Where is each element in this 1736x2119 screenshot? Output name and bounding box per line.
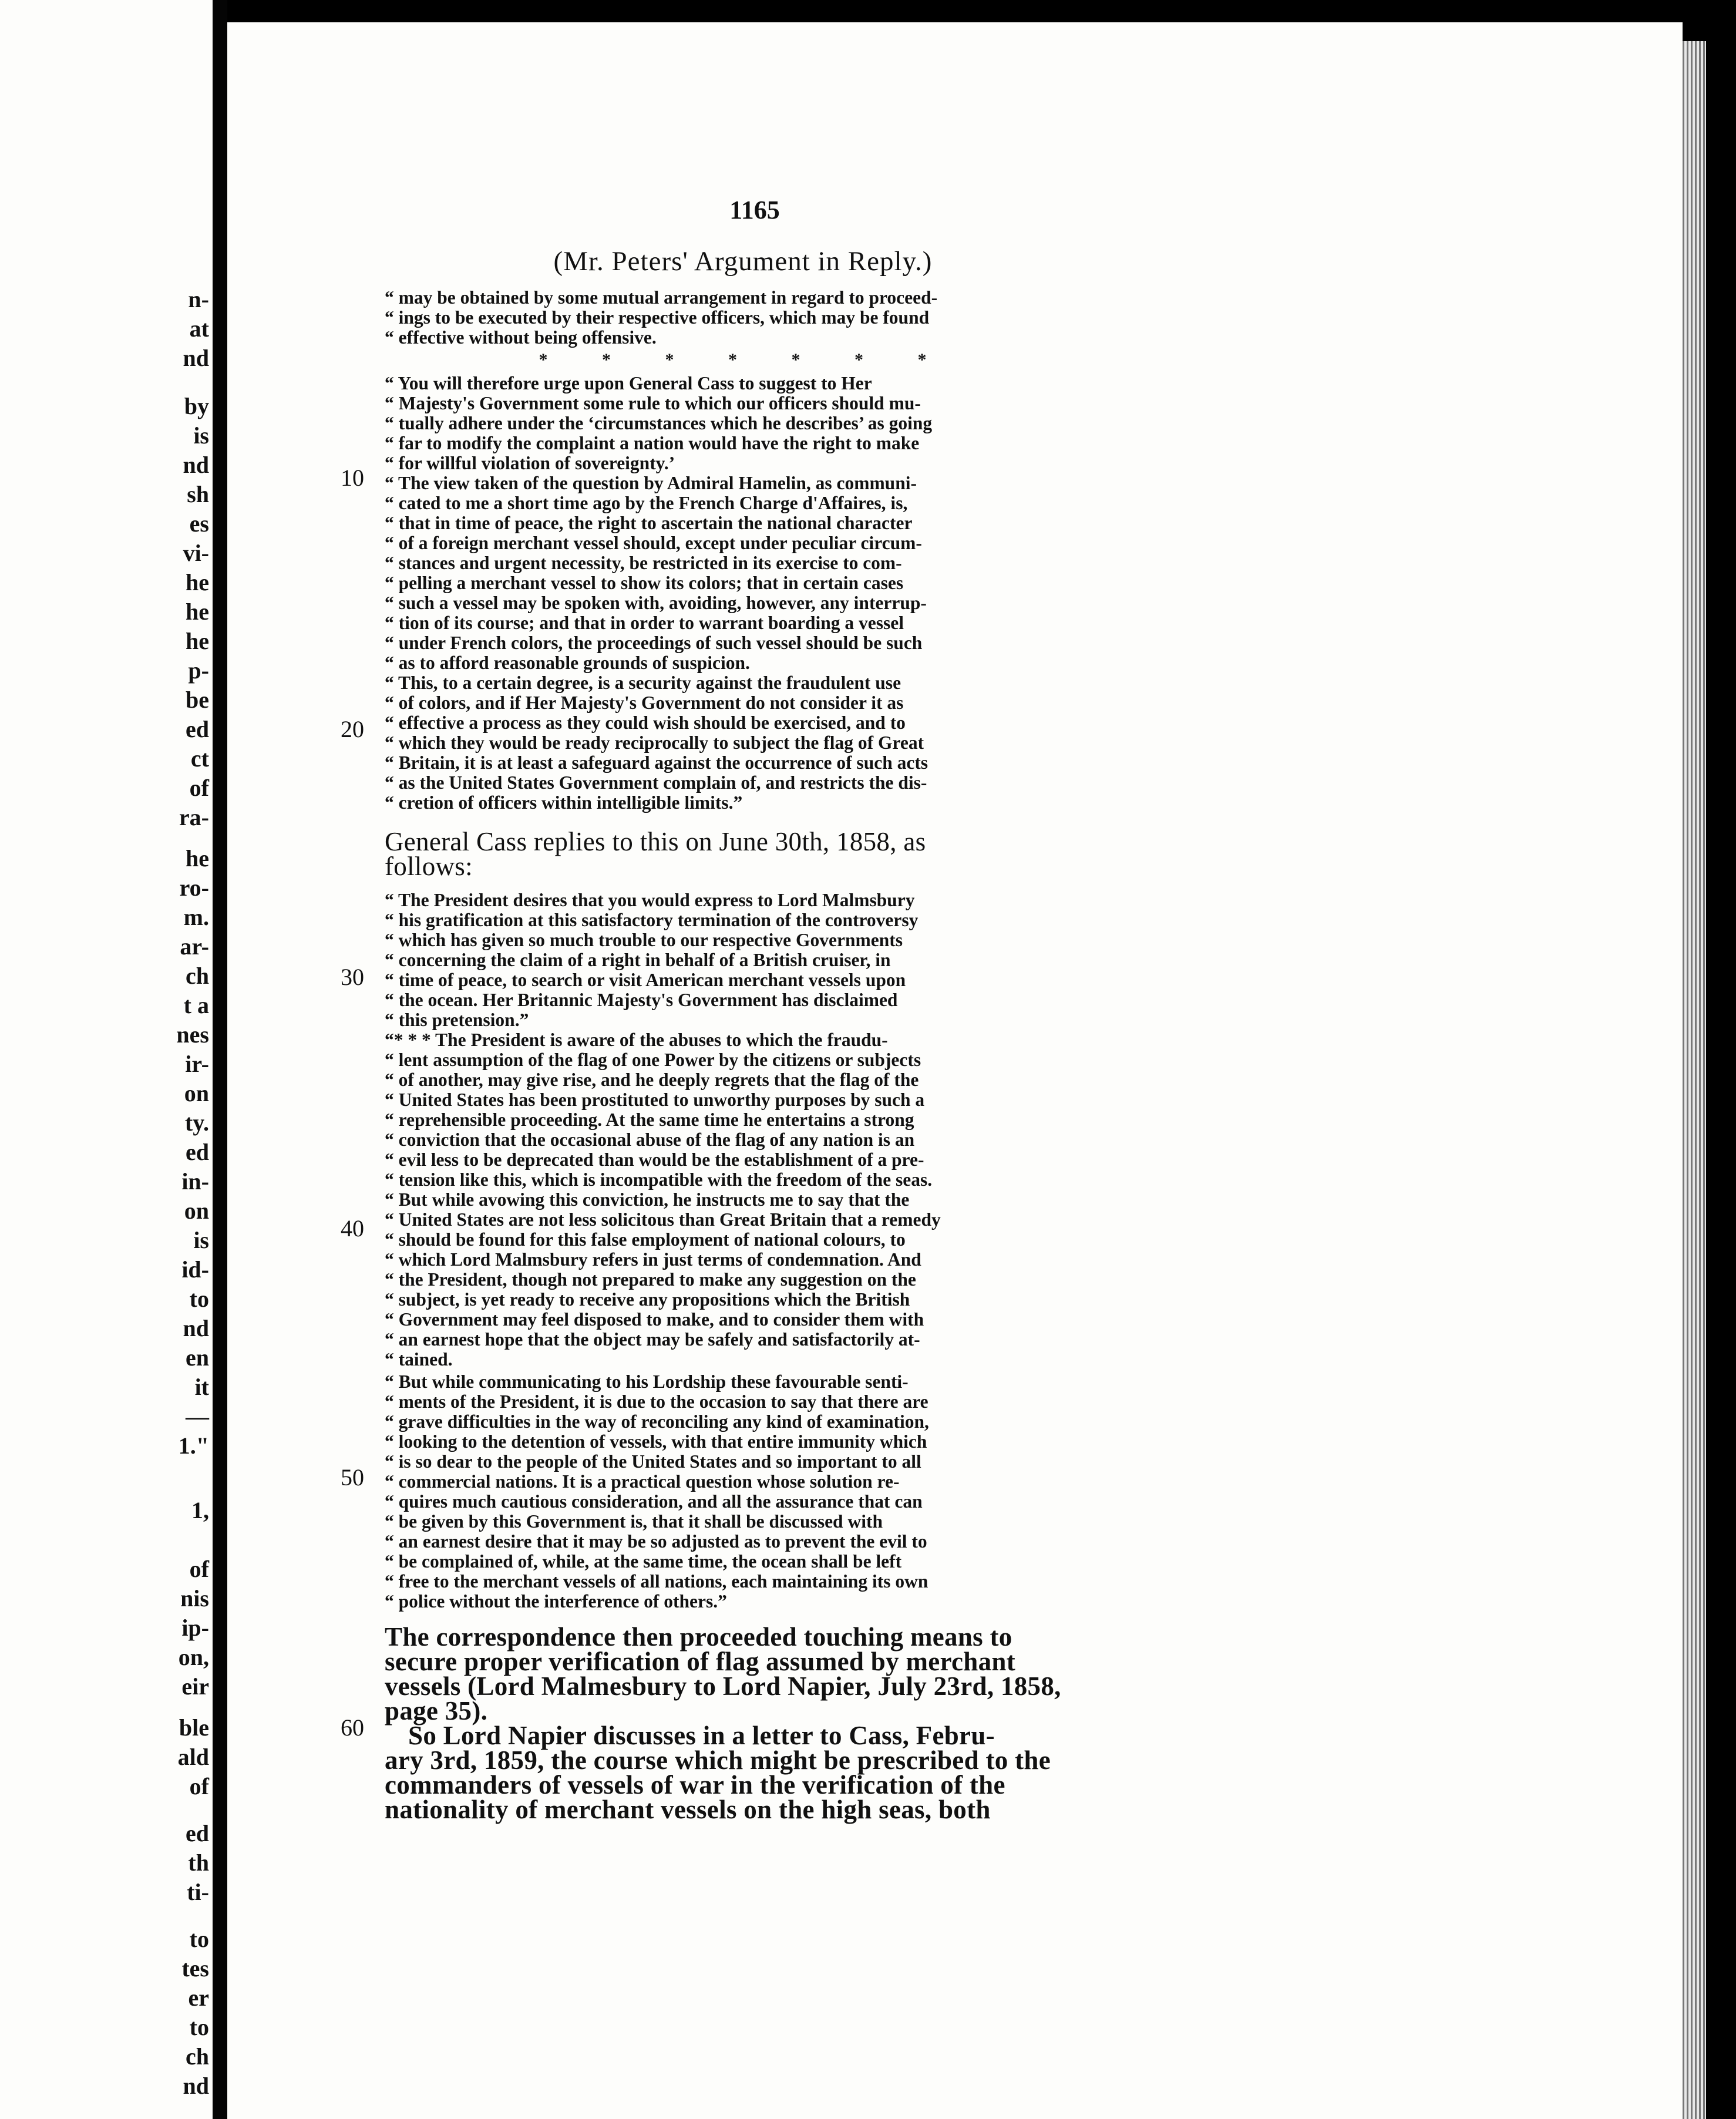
facing-page-fragment: ch [186, 963, 209, 989]
facing-page-fragment: ald [177, 1744, 209, 1770]
facing-page-fragment: ti- [187, 1879, 209, 1905]
facing-page-fragment: m. [183, 904, 209, 930]
facing-page-fragment: ble [179, 1714, 209, 1741]
body-paragraph-3: So Lord Napier discusses in a letter to Cass, Febru- ary 3rd, 1859, the course which might be prescribed to the commanders of vessels of war in the verification of the nationality of merchant vessels on the high seas, both [385, 1721, 1051, 1824]
facing-page-fragment: he [186, 598, 209, 625]
facing-page-fragment: 1, [191, 1497, 209, 1523]
page-number: 1165 [729, 196, 780, 224]
facing-page-fragment: ir- [185, 1051, 209, 1077]
facing-page-fragment: ra- [179, 804, 209, 830]
facing-page-fragment: in- [181, 1168, 209, 1195]
book-gutter [213, 0, 227, 2119]
scan-border [1706, 0, 1736, 2119]
facing-page-fragment: n- [188, 286, 209, 312]
facing-page-fragment: es [189, 510, 209, 537]
facing-page-fragment: sh [187, 481, 209, 507]
facing-page-fragment: tes [181, 1955, 209, 1982]
line-number-40: 40 [341, 1215, 364, 1242]
facing-page-fragment: is [193, 1227, 209, 1253]
body-paragraph-1: General Cass replies to this on June 30th, 1858, as follows: [385, 827, 926, 881]
line-number-30: 30 [341, 964, 364, 990]
quote-block-2: “ You will therefore urge upon General Cass to suggest to Her “ Majesty's Government some rule to which our officers should mu- “ tually adhere under the ‘circumstances which he describes’ as going “ far to modify the complaint a nation would have the right to make “ for willful violation of sovereignty.’ [385, 373, 933, 473]
facing-page-fragment: ed [186, 1820, 209, 1846]
facing-page-fragment: vi- [183, 540, 209, 566]
line-number-50: 50 [341, 1464, 364, 1491]
main-column [385, 288, 1081, 1822]
running-head: (Mr. Peters' Argument in Reply.) [553, 246, 933, 277]
line-number-60: 60 [341, 1714, 364, 1741]
facing-page-fragment: be [186, 687, 209, 713]
facing-page-fragment: th [188, 1849, 209, 1876]
facing-page-fragment: ed [186, 1139, 209, 1165]
facing-page-fragment: en [186, 1344, 209, 1371]
facing-page-fragment: by [184, 393, 209, 419]
facing-page-fragment: to [189, 1926, 209, 1952]
facing-page-fragment: to [189, 2014, 209, 2040]
facing-page-fragment: ed [186, 716, 209, 742]
quote-block-6: “* * * The President is aware of the abuses to which the fraudu- “ lent assumption of the flag of one Power by the citizens or subjects “ of another, may give rise, and he deeply regrets that the flag of the “ United States has been prostituted to unworthy purposes by such a “ reprehensible proceeding. At the same time he entertains a strong “ conviction that the occasional abuse of the flag of any nation is an “ evil less to be deprecated than would be the establishment of a pre- “ tension like this, which is incompatible with the freedom of the seas. “ But while avowing this conviction, he instructs me to say that the “ United States are not less solicitous than Great Britain that a remedy “ should be found for this false employment of national colours, to “ which Lord Malmsbury refers in just terms of condemnation. And “ the President, though not prepared to make any suggestion on the “ subject, is yet ready to receive any propositions which the British “ Government may feel disposed to make, and to consider them with “ an earnest hope that the object may be safely and satisfactorily at- “ tained. [385, 1030, 941, 1370]
facing-page-fragment: nd [183, 345, 209, 371]
facing-page-fragment: of [189, 775, 209, 801]
facing-page [0, 0, 213, 2119]
facing-page-fragment: nd [183, 2073, 209, 2099]
facing-page-fragment: p- [188, 657, 209, 684]
facing-page-fragment: at [189, 315, 209, 342]
facing-page-fragment: 1." [178, 1432, 209, 1459]
facing-page-fragment: — [186, 1403, 209, 1430]
facing-page-fragment: nd [183, 452, 209, 478]
facing-page-fragment: he [186, 628, 209, 654]
facing-page-fragment: it [194, 1374, 209, 1400]
facing-page-fragment: nes [176, 1021, 209, 1048]
quote-block-1: “ may be obtained by some mutual arrangement in regard to proceed- “ ings to be executed by their respective officers, which may be found “ effective without being offensive. [385, 287, 938, 348]
facing-page-fragment: he [186, 845, 209, 872]
facing-page-fragment: he [186, 569, 209, 596]
facing-page-fragment: is [193, 422, 209, 449]
facing-page-fragment: er [188, 1985, 209, 2011]
facing-page-fragment: nis [180, 1585, 209, 1612]
line-number-20: 20 [341, 716, 364, 742]
quote-block-7: “ But while communicating to his Lordship these favourable senti- “ ments of the President, it is due to the occasion to say that there are “ grave difficulties in the way of reconciling any kind of examination, “ looking to the detention of vessels, with that entire immunity which “ is so dear to the people of the United States and so important to all “ commercial nations. It is a practical question whose solution re- “ quires much cautious consideration, and all the assurance that can “ be given by this Government is, that it shall be discussed with “ an earnest desire that it may be so adjusted as to prevent the evil to “ be complained of, while, at the same time, the ocean shall be left “ free to the merchant vessels of all nations, each maintaining its own “ police without the interference of others.” [385, 1371, 929, 1612]
facing-page-fragment: ip- [181, 1615, 209, 1641]
facing-page-fragment: ct [190, 745, 209, 772]
quote-block-5: “ The President desires that you would express to Lord Malmsbury “ his gratification at this satisfactory termination of the controversy “ which has given so much trouble to our respective Governments “ concerning the claim of a right in behalf of a British cruiser, in “ time of peace, to search or visit American merchant vessels upon “ the ocean. Her Britannic Majesty's Government has disclaimed “ this pretension.” [385, 890, 919, 1030]
facing-page-fragment: ty. [184, 1109, 209, 1136]
ellipsis-asterisks: * * * * * * * [539, 350, 927, 369]
facing-page-fragment: ar- [180, 933, 209, 960]
facing-page-fragment: eir [181, 1673, 209, 1700]
facing-page-fragment: on, [178, 1644, 209, 1670]
facing-page-fragment: to [189, 1286, 209, 1312]
facing-page-fragment: ch [186, 2043, 209, 2070]
page-edges [1683, 41, 1706, 2119]
facing-page-fragment: nd [183, 1315, 209, 1341]
quote-block-4: “ This, to a certain degree, is a security against the fraudulent use “ of colors, and if Her Majesty's Government do not consider it as “ effective a process as they could wish should be exercised, and to “ which they would be ready reciprocally to subject the flag of Great “ Britain, it is at least a safeguard against the occurrence of such acts “ as the United States Government complain of, and restricts the dis- “ cretion of officers within intelligible limits.” [385, 672, 928, 813]
facing-page-fragment: of [189, 1556, 209, 1582]
quote-block-3: “ The view taken of the question by Admiral Hamelin, as communi- “ cated to me a short time ago by the French Charge d'Affaires, is, “ that in time of peace, the right to ascertain the national character “ of a foreign merchant vessel should, except under peculiar circum- “ stances and urgent necessity, be restricted in its exercise to com- “ pelling a merchant vessel to show its colors; that in certain cases “ such a vessel may be spoken with, avoiding, however, any interrup- “ tion of its course; and that in order to warrant boarding a vessel “ under French colors, the proceedings of such vessel should be such “ as to afford reasonable grounds of suspicion. [385, 473, 927, 673]
facing-page-fragment: ro- [179, 874, 209, 901]
facing-page-fragment: of [189, 1773, 209, 1800]
facing-page-fragment: on [184, 1198, 209, 1224]
facing-page-fragment: id- [181, 1256, 209, 1283]
facing-page-fragment: t a [183, 992, 209, 1018]
line-number-10: 10 [341, 465, 364, 491]
facing-page-fragment: on [184, 1080, 209, 1106]
body-paragraph-2: The correspondence then proceeded touching means to secure proper verification of flag assumed by merchant vessels (Lord Malmesbury to Lord Napier, July 23rd, 1858, page 35). [385, 1622, 1061, 1726]
